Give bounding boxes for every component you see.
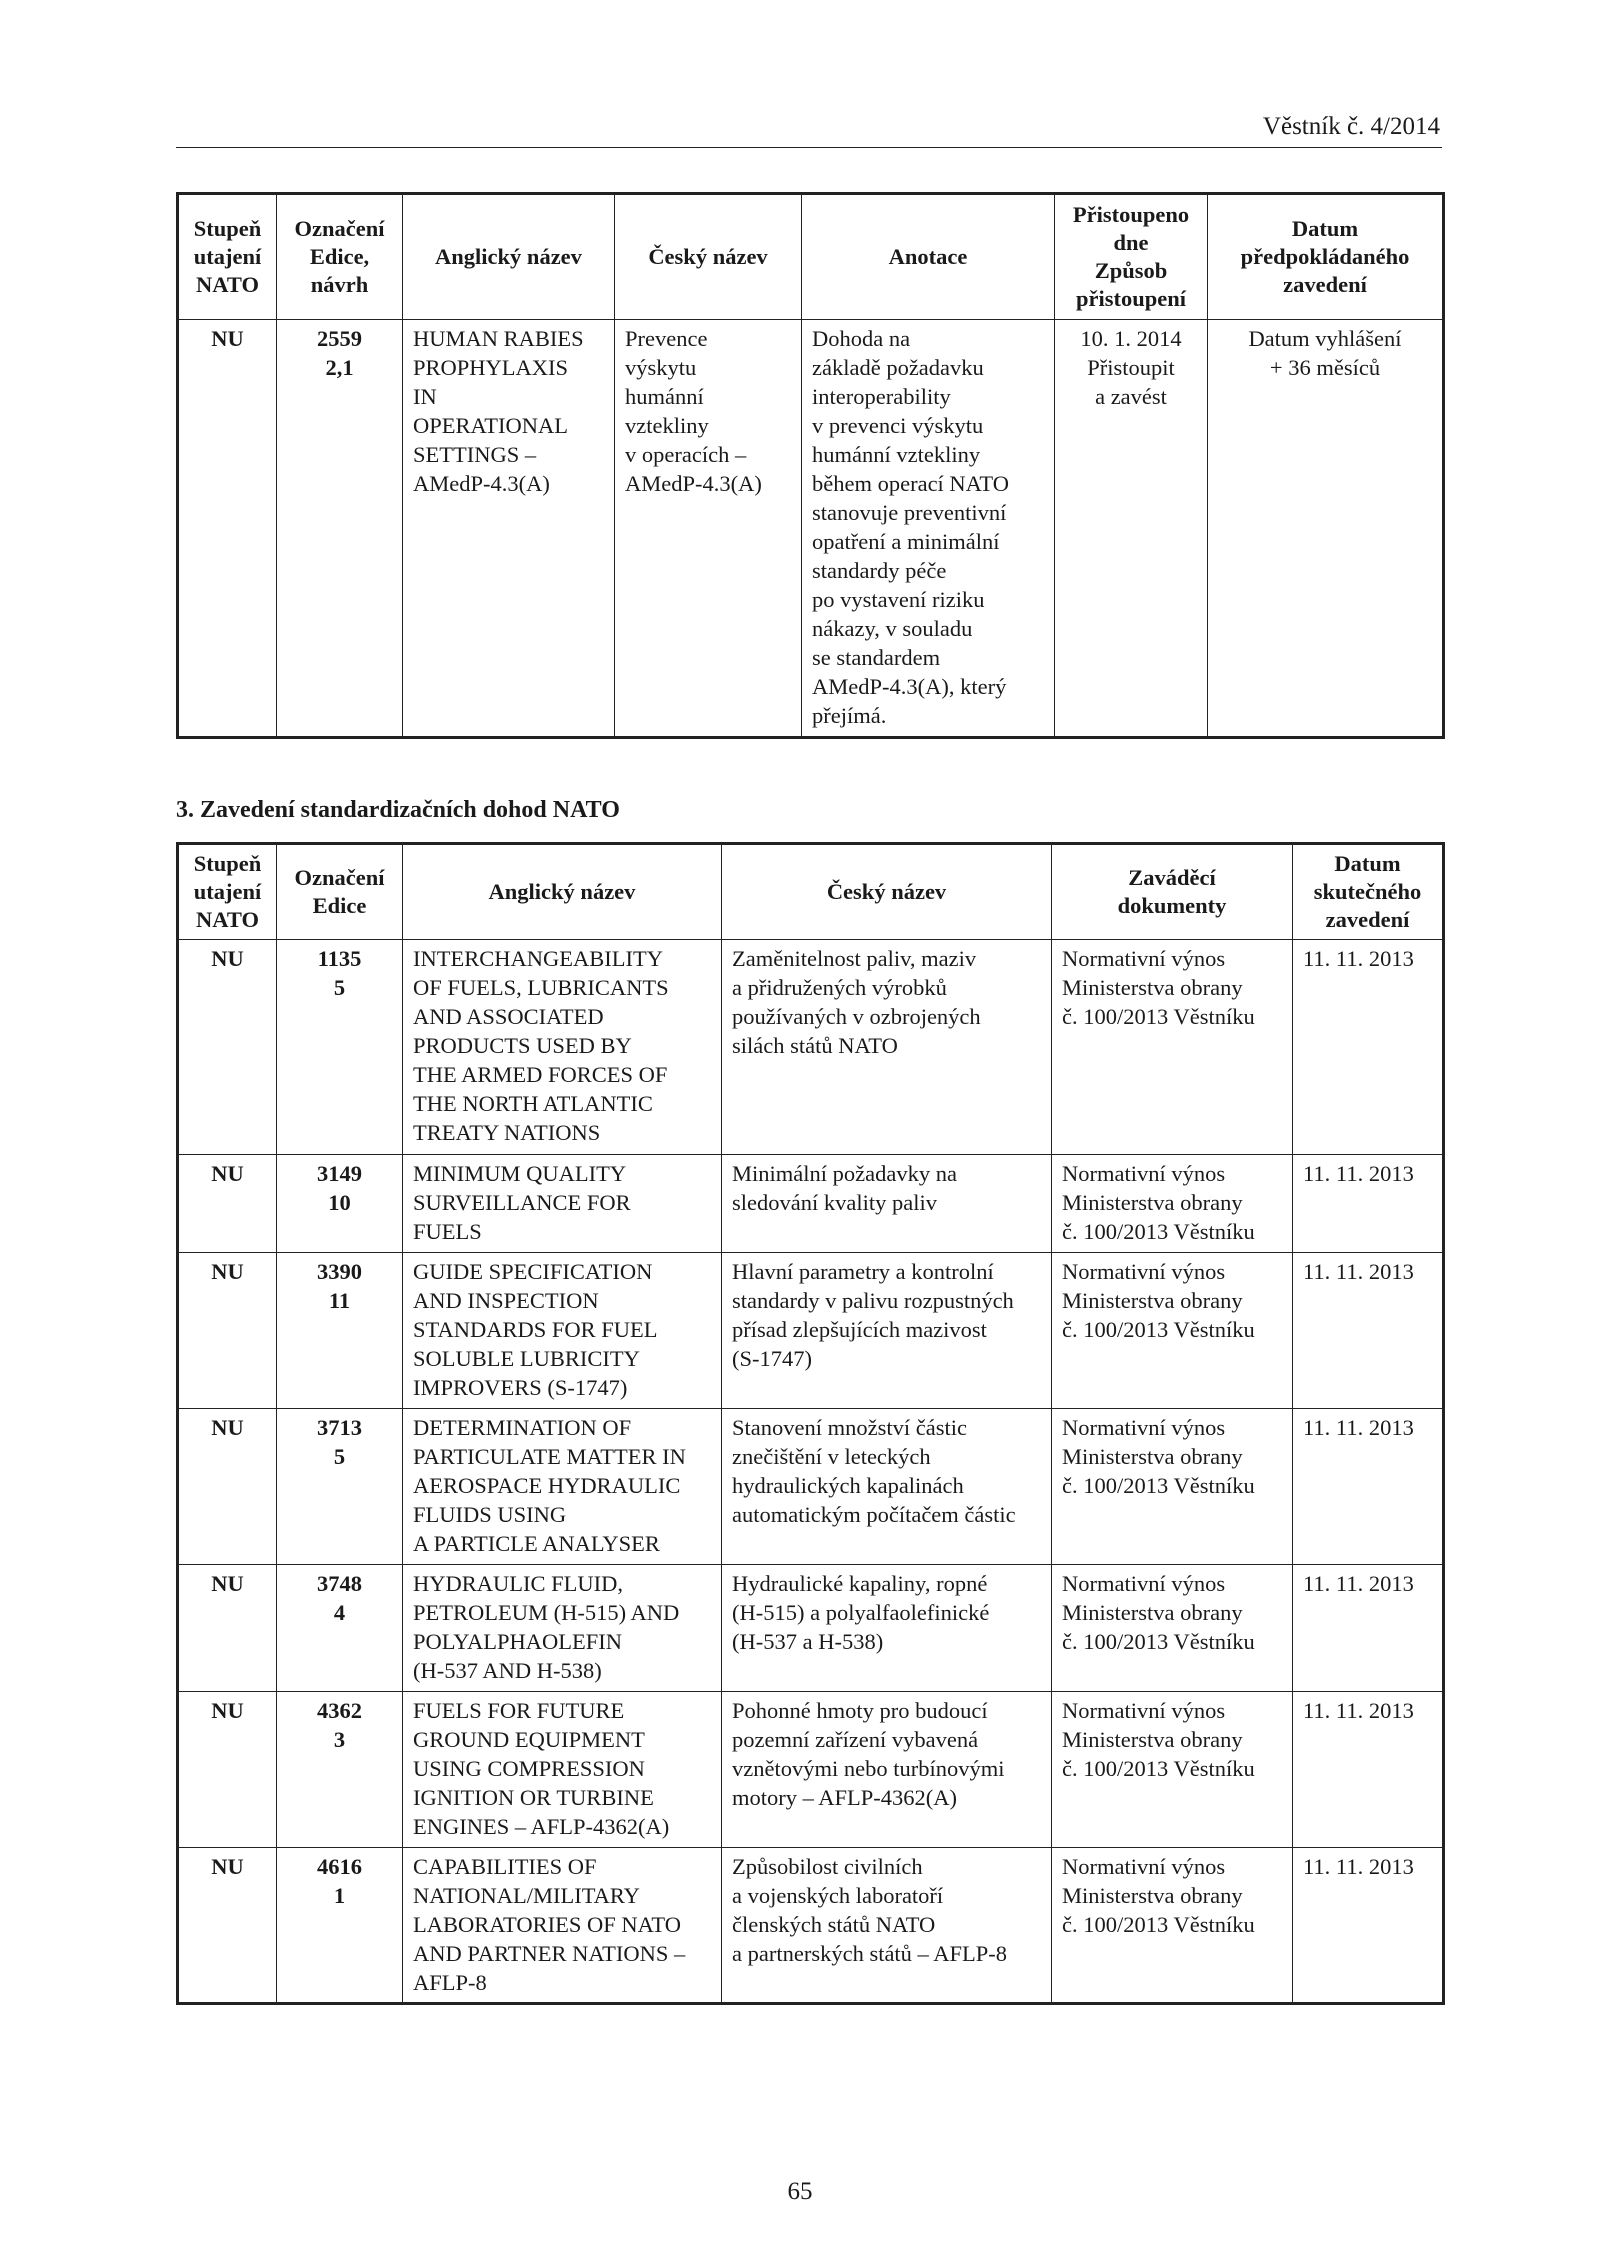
header-oznaceni: Označení Edice [277, 844, 403, 940]
cell-cesky: Způsobilost civilních a vojenských laboratoří členských států NATO a partnerských států – AFLP-8 [722, 1848, 1052, 2004]
cell-cesky: Stanovení množství částic znečištění v leteckých hydraulických kapalinách automatickým počítačem částic [722, 1409, 1052, 1565]
table-row [178, 1692, 1444, 1848]
cell-anglicky: CAPABILITIES OF NATIONAL/MILITARY LABORATORIES OF NATO AND PARTNER NATIONS – AFLP-8 [403, 1848, 722, 2004]
cell-cesky: Hlavní parametry a kontrolní standardy v palivu rozpustných přísad zlepšujících mazivost (S-1747) [722, 1253, 1052, 1409]
cell-cesky: Pohonné hmoty pro budoucí pozemní zařízení vybavená vznětovými nebo turbínovými motory – AFLP-4362(A) [722, 1692, 1052, 1848]
header-oznaceni: Označení Edice, návrh [277, 194, 403, 320]
cell-stupen: NU [178, 1253, 277, 1409]
cell-anglicky: DETERMINATION OF PARTICULATE MATTER IN AEROSPACE HYDRAULIC FLUIDS USING A PARTICLE ANALYSER [403, 1409, 722, 1565]
cell-anotace: Dohoda na základě požadavku interoperability v prevenci výskytu humánní vztekliny během operací NATO stanovuje preventivní opatření a minimální standardy péče po vystavení riziku nákazy, v souladu se standardem AMedP-4.3(A), který přejímá. [802, 320, 1055, 738]
cell-zavadeci: Normativní výnos Ministerstva obrany č. 100/2013 Věstníku [1052, 1848, 1293, 2004]
table-row [178, 1155, 1444, 1253]
cell-zavadeci: Normativní výnos Ministerstva obrany č. 100/2013 Věstníku [1052, 1155, 1293, 1253]
table-row [178, 1253, 1444, 1409]
cell-oznaceni: 4362 3 [277, 1692, 403, 1848]
cell-anglicky: FUELS FOR FUTURE GROUND EQUIPMENT USING COMPRESSION IGNITION OR TURBINE ENGINES – AFLP-4362(A) [403, 1692, 722, 1848]
cell-zavadeci: Normativní výnos Ministerstva obrany č. 100/2013 Věstníku [1052, 940, 1293, 1155]
cell-stupen: NU [178, 1155, 277, 1253]
cell-oznaceni: 2559 2,1 [277, 320, 403, 738]
header-zavadeci: Zaváděcí dokumenty [1052, 844, 1293, 940]
cell-oznaceni: 1135 5 [277, 940, 403, 1155]
cell-datum: 11. 11. 2013 [1293, 940, 1444, 1155]
cell-stupen: NU [178, 1409, 277, 1565]
table-row [178, 1409, 1444, 1565]
header-pristoupeno: Přistoupeno dne Způsob přistoupení [1055, 194, 1208, 320]
cell-datum: 11. 11. 2013 [1293, 1409, 1444, 1565]
cell-anglicky: GUIDE SPECIFICATION AND INSPECTION STANDARDS FOR FUEL SOLUBLE LUBRICITY IMPROVERS (S-1747) [403, 1253, 722, 1409]
issue-label: Věstník č. 4/2014 [1262, 113, 1440, 140]
cell-oznaceni: 3149 10 [277, 1155, 403, 1253]
cell-anglicky: MINIMUM QUALITY SURVEILLANCE FOR FUELS [403, 1155, 722, 1253]
cell-datum: 11. 11. 2013 [1293, 1565, 1444, 1692]
cell-stupen: NU [178, 1848, 277, 2004]
table-row [178, 940, 1444, 1155]
header-anotace: Anotace [802, 194, 1055, 320]
cell-anglicky: HUMAN RABIES PROPHYLAXIS IN OPERATIONAL SETTINGS – AMedP-4.3(A) [403, 320, 615, 738]
accession-table [176, 192, 1445, 739]
cell-cesky: Minimální požadavky na sledování kvality paliv [722, 1155, 1052, 1253]
cell-pristoupeno: 10. 1. 2014 Přistoupit a zavést [1055, 320, 1208, 738]
header-stupen: Stupeň utajení NATO [178, 194, 277, 320]
page-header [176, 112, 1442, 148]
header-datum: Datum skutečného zavedení [1293, 844, 1444, 940]
cell-datum: 11. 11. 2013 [1293, 1848, 1444, 2004]
cell-cesky: Hydraulické kapaliny, ropné (H-515) a polyalfaolefinické (H-537 a H-538) [722, 1565, 1052, 1692]
section-title: 3. Zavedení standardizačních dohod NATO [176, 797, 620, 823]
cell-datum: 11. 11. 2013 [1293, 1692, 1444, 1848]
cell-oznaceni: 3748 4 [277, 1565, 403, 1692]
table-row [178, 1848, 1444, 2004]
cell-stupen: NU [178, 1565, 277, 1692]
cell-oznaceni: 4616 1 [277, 1848, 403, 2004]
header-stupen: Stupeň utajení NATO [178, 844, 277, 940]
cell-zavadeci: Normativní výnos Ministerstva obrany č. 100/2013 Věstníku [1052, 1692, 1293, 1848]
cell-cesky: Zaměnitelnost paliv, maziv a přidružených výrobků používaných v ozbrojených silách států NATO [722, 940, 1052, 1155]
page-number: 65 [787, 2178, 813, 2205]
header-anglicky: Anglický název [403, 194, 615, 320]
header-cesky: Český název [722, 844, 1052, 940]
header-anglicky: Anglický název [403, 844, 722, 940]
cell-zavadeci: Normativní výnos Ministerstva obrany č. 100/2013 Věstníku [1052, 1565, 1293, 1692]
cell-zavadeci: Normativní výnos Ministerstva obrany č. 100/2013 Věstníku [1052, 1409, 1293, 1565]
cell-oznaceni: 3390 11 [277, 1253, 403, 1409]
cell-anglicky: INTERCHANGEABILITY OF FUELS, LUBRICANTS AND ASSOCIATED PRODUCTS USED BY THE ARMED FORCES OF THE NORTH ATLANTIC TREATY NATIONS [403, 940, 722, 1155]
cell-datum: 11. 11. 2013 [1293, 1155, 1444, 1253]
header-datum: Datum předpokládaného zavedení [1208, 194, 1444, 320]
table-row [178, 320, 1444, 738]
cell-cesky: Prevence výskytu humánní vztekliny v operacích – AMedP-4.3(A) [615, 320, 802, 738]
cell-datum: 11. 11. 2013 [1293, 1253, 1444, 1409]
cell-zavadeci: Normativní výnos Ministerstva obrany č. 100/2013 Věstníku [1052, 1253, 1293, 1409]
cell-stupen: NU [178, 320, 277, 738]
table-header-row [178, 844, 1444, 940]
header-cesky: Český název [615, 194, 802, 320]
table-header-row [178, 194, 1444, 320]
cell-anglicky: HYDRAULIC FLUID, PETROLEUM (H-515) AND POLYALPHAOLEFIN (H-537 AND H-538) [403, 1565, 722, 1692]
implementation-table [176, 842, 1445, 2005]
cell-datum: Datum vyhlášení + 36 měsíců [1208, 320, 1444, 738]
cell-stupen: NU [178, 940, 277, 1155]
table-row [178, 1565, 1444, 1692]
cell-oznaceni: 3713 5 [277, 1409, 403, 1565]
cell-stupen: NU [178, 1692, 277, 1848]
